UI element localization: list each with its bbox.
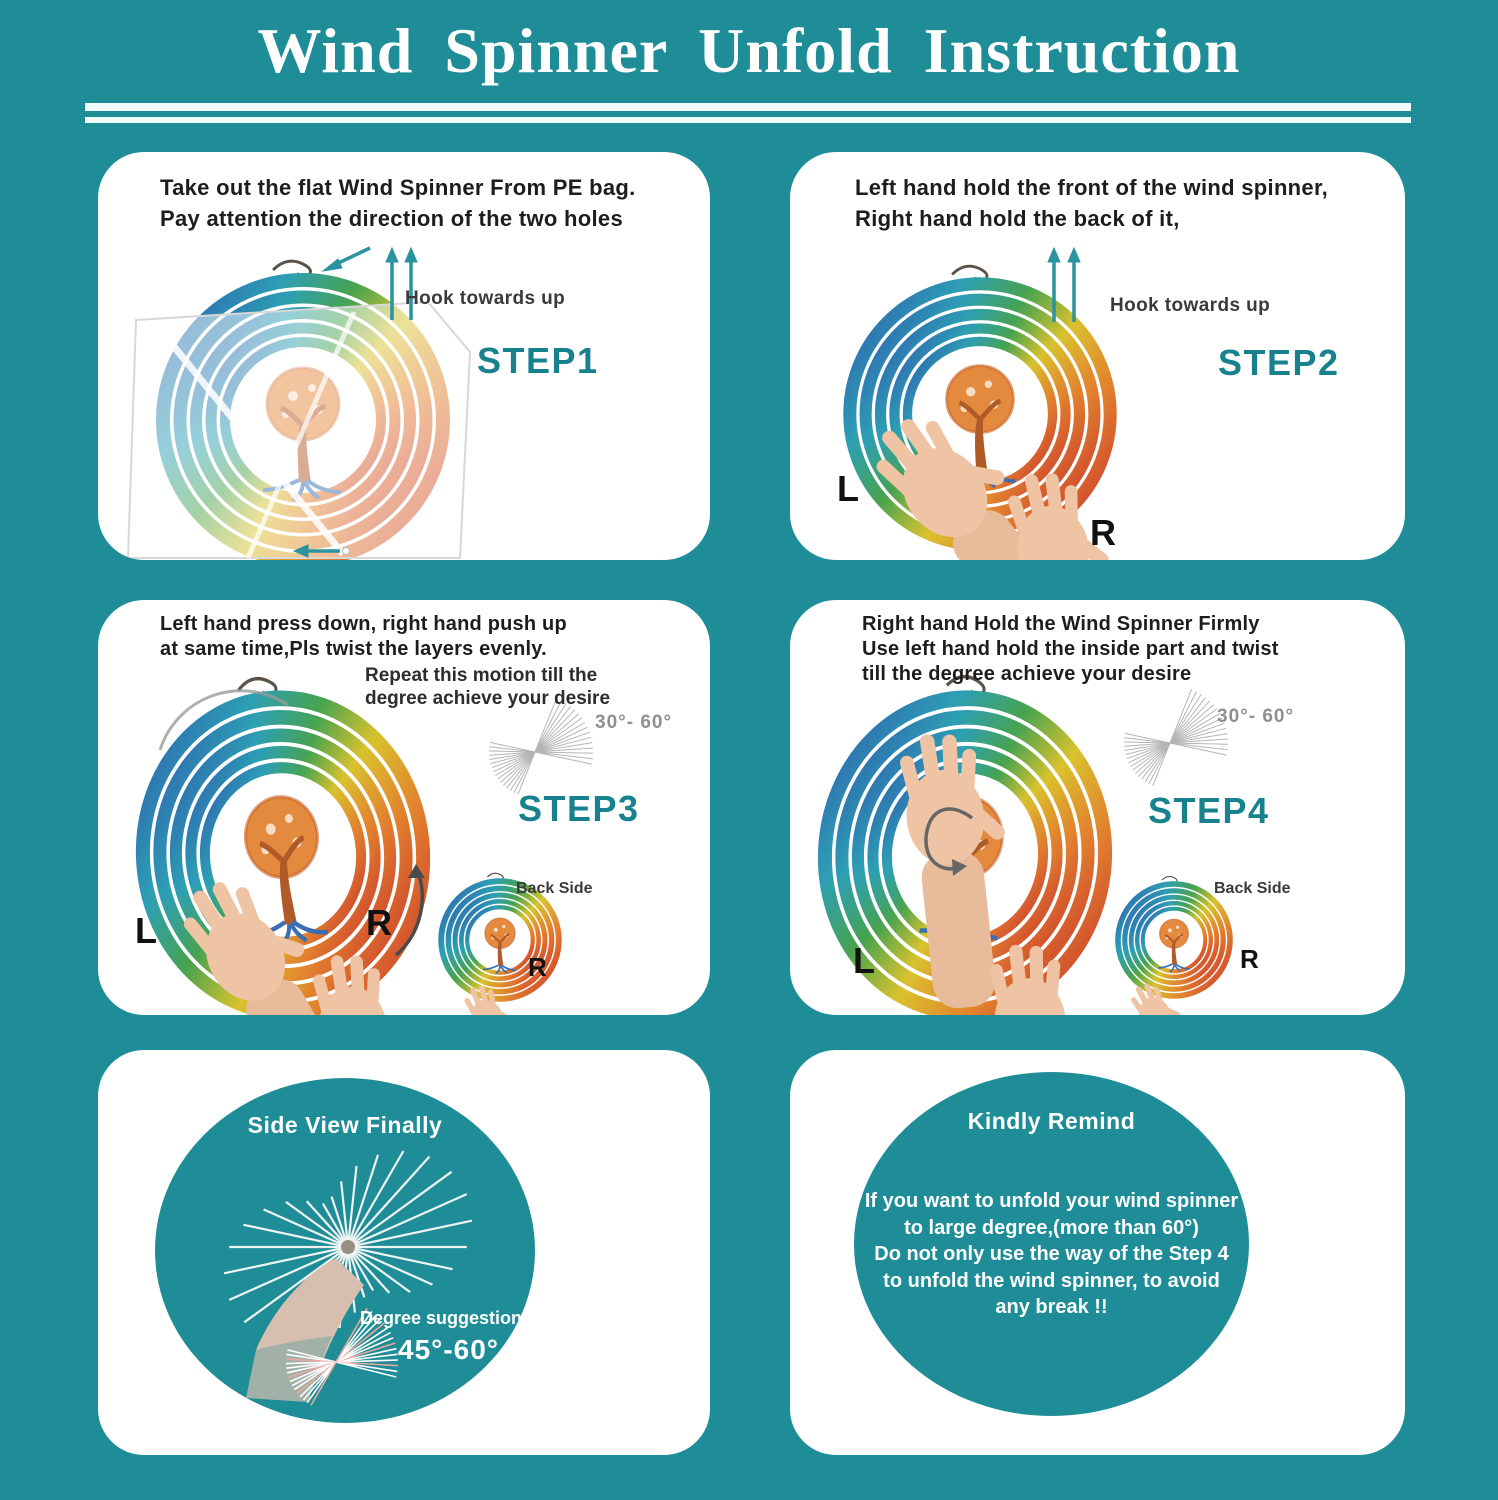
step2-label: STEP2 (1218, 342, 1340, 383)
step4-panel (790, 600, 1405, 1015)
step3-degree-range: 30°- 60° (595, 712, 673, 733)
step4-label: STEP4 (1148, 790, 1270, 831)
step3-right-hand-label: R (366, 902, 392, 943)
side-view-panel (98, 1050, 710, 1455)
kindly-remind-body (854, 1188, 1249, 1321)
holding-hand-image (246, 1258, 364, 1402)
side-view-illustration (98, 1050, 710, 1455)
degree-suggestion-caption: Degree suggestion (360, 1308, 523, 1328)
pe-bag (128, 302, 470, 558)
kindly-remind-line3: Do not only use the way of the Step 4 (874, 1243, 1229, 1265)
twist-degree-fan (489, 698, 593, 795)
step4-heading-line1: Right hand Hold the Wind Spinner Firmly (862, 613, 1260, 635)
side-view-title: Side View Finally (247, 1112, 443, 1138)
step1-hook-label: Hook towards up (405, 288, 566, 309)
kindly-remind-panel (790, 1050, 1405, 1455)
step3-label: STEP3 (518, 788, 640, 829)
step1-heading (160, 172, 636, 234)
step1-panel (98, 152, 710, 560)
title-divider-line-thick (85, 103, 1411, 111)
step4-left-hand-label: L (853, 940, 875, 981)
step3-back-side-label: Back Side (516, 880, 593, 897)
step2-hook-label: Hook towards up (1110, 295, 1271, 316)
spinner-center-knot (341, 1240, 355, 1254)
step3-back-side-hand-label: R (528, 952, 547, 982)
step3-left-hand-label: L (135, 910, 157, 951)
degree-suggestion-value: 45°-60° + (398, 1334, 526, 1365)
step2-panel (790, 152, 1405, 560)
kindly-remind-title: Kindly Remind (967, 1108, 1136, 1134)
step1-label: STEP1 (477, 340, 599, 381)
step2-heading-line1: Left hand hold the front of the wind spinner, (855, 175, 1329, 200)
step3-repeat-note (365, 664, 610, 710)
title-divider-line-thin (85, 117, 1411, 123)
step4-heading-line2: Use left hand hold the inside part and twist (862, 638, 1279, 660)
step4-back-side-hand-label: R (1240, 944, 1259, 974)
twist-degree-fan (1124, 689, 1228, 786)
step2-heading (855, 172, 1328, 234)
page-title: Wind Spinner Unfold Instruction (257, 15, 1241, 86)
kindly-remind-line4: to unfold the wind spinner, to avoid (883, 1269, 1220, 1292)
step3-note-line2: degree achieve your desire (365, 688, 611, 709)
step3-heading-line1: Left hand press down, right hand push up (160, 613, 567, 635)
kindly-remind-line1: If you want to unfold your wind spinner (864, 1190, 1239, 1212)
step2-left-hand-label: L (837, 468, 859, 509)
step1-heading-line2: Pay attention the direction of the two holes (160, 206, 624, 231)
step3-note-line1: Repeat this motion till the (365, 665, 598, 686)
step4-heading (862, 612, 1279, 687)
step3-heading-line2: at same time,Pls twist the layers evenly. (160, 638, 547, 660)
step4-heading-line3: till the degree achieve your desire (862, 663, 1192, 685)
step3-heading (160, 612, 567, 662)
kindly-remind-line5: any break !! (995, 1296, 1108, 1318)
step1-heading-line1: Take out the flat Wind Spinner From PE bag. (160, 175, 636, 200)
kindly-remind-line2: to large degree,(more than 60°) (904, 1216, 1199, 1239)
step4-degree-range: 30°- 60° (1217, 706, 1295, 727)
step2-heading-line2: Right hand hold the back of it, (855, 206, 1180, 231)
step3-panel (98, 600, 710, 1015)
step4-back-side-label: Back Side (1214, 880, 1291, 897)
step2-right-hand-label: R (1090, 512, 1116, 553)
